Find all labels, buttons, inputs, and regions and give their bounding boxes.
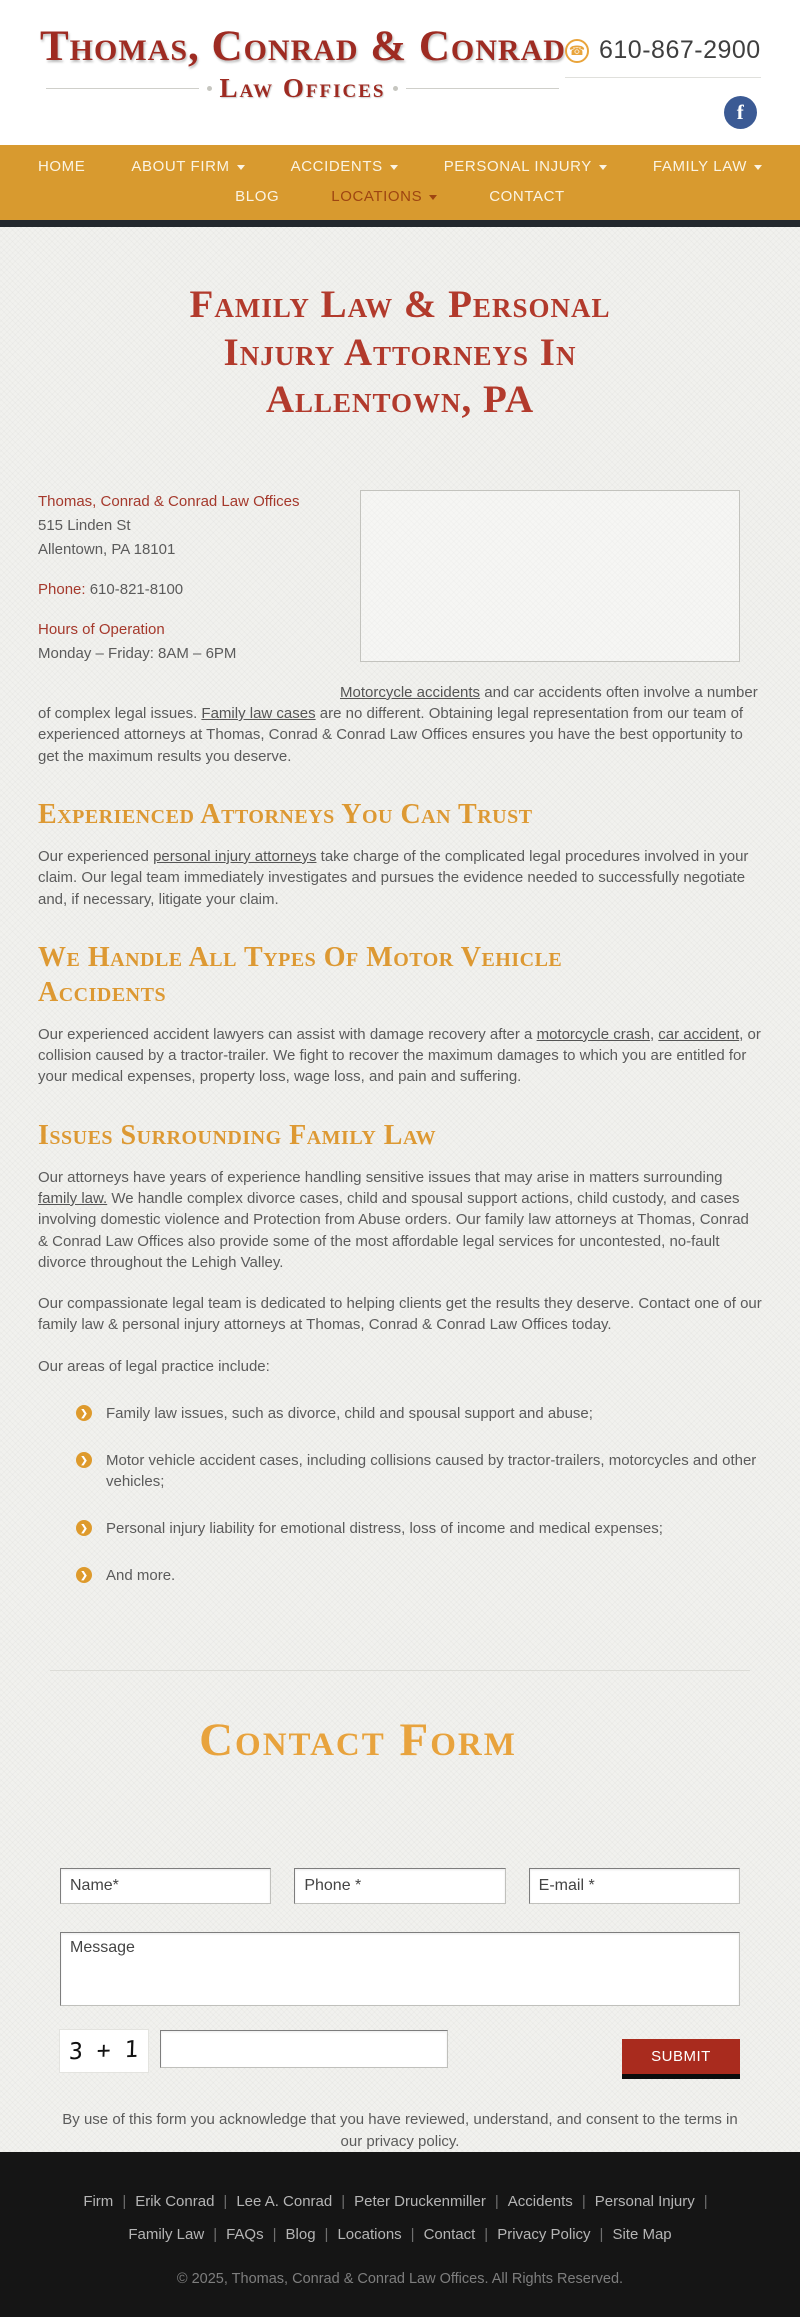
facebook-glyph: f — [736, 100, 744, 124]
list-item — [76, 1403, 762, 1424]
hours-value: Monday – Friday: 8AM – 6PM — [38, 644, 237, 662]
logo-divider-line — [406, 88, 559, 89]
nav-item-locations[interactable] — [331, 188, 437, 205]
nav-item-blog[interactable] — [235, 188, 279, 205]
chevron-bullet-icon — [76, 1567, 92, 1583]
message-input[interactable] — [60, 1932, 740, 2006]
hours-label: Hours of Operation — [38, 620, 165, 638]
footer-separator — [264, 2226, 286, 2243]
list-item-text: And more. — [106, 1567, 176, 1585]
footer-link-firm[interactable]: Firm — [83, 2193, 114, 2211]
facebook-icon[interactable] — [724, 96, 757, 129]
contact-form-title: Contact Form — [199, 1714, 517, 1767]
family-law-cases-link[interactable]: Family law cases — [201, 705, 316, 723]
paragraph-text: take charge of the complicated legal procedures involved in your claim. Our legal team immediately investigates and pursues the evidence needed to successfully negotiate and, if necessary, litigate your claim. — [38, 847, 749, 908]
chevron-bullet-icon — [76, 1405, 92, 1421]
site-footer — [0, 2152, 800, 2317]
list-item — [76, 1565, 762, 1586]
footer-link-privacy-policy[interactable]: Privacy Policy — [497, 2226, 591, 2244]
phone-glyph: ☎ — [568, 43, 586, 58]
nav-item-family-law[interactable] — [653, 158, 762, 175]
motorcycle-accidents-link[interactable]: Motorcycle accidents — [340, 683, 481, 701]
section-heading-experienced-attorneys: Experienced Attorneys You Can Trust — [38, 798, 533, 830]
footer-separator — [316, 2226, 338, 2243]
footer-separator — [486, 2193, 508, 2210]
brand-subtitle: Law Offices — [219, 73, 386, 104]
submit-button[interactable]: SUBMIT — [622, 2039, 740, 2079]
footer-separator — [113, 2193, 135, 2210]
footer-separator — [591, 2226, 613, 2243]
footer-links-row-1 — [30, 2190, 770, 2214]
nav-label: PERSONAL INJURY — [443, 158, 592, 175]
section-heading-family-law: Issues Surrounding Family Law — [38, 1119, 437, 1151]
chevron-down-icon — [429, 195, 437, 200]
footer-link-personal-injury[interactable]: Personal Injury — [594, 2193, 695, 2211]
footer-link-locations[interactable]: Locations — [337, 2226, 402, 2244]
footer-links-row-2 — [30, 2223, 770, 2247]
phone-icon — [565, 39, 589, 63]
captcha-challenge-text: 3 + 1 — [68, 2036, 140, 2066]
office-phone-line — [38, 578, 338, 602]
site-logo[interactable] — [40, 24, 565, 104]
paragraph-text: We handle complex divorce cases, child and spousal support actions, child custody, and cases involving domestic violence and Protection from Abuse orders. Our family law attorneys at Thomas, Conrad & Conrad Law Offices also provide some of the most affordable legal services for uncontested, no-fault divorce throughout the Lehigh Valley. — [38, 1190, 749, 1271]
footer-link-faqs[interactable]: FAQs — [226, 2226, 264, 2244]
chevron-down-icon — [599, 165, 607, 170]
nav-item-accidents[interactable] — [291, 158, 398, 175]
phone-input[interactable] — [294, 1868, 505, 1904]
list-item-text: Family law issues, such as divorce, child and spousal support and abuse; — [106, 1405, 593, 1423]
chevron-down-icon — [237, 165, 245, 170]
footer-link-contact[interactable]: Contact — [423, 2226, 476, 2244]
chevron-bullet-icon — [76, 1520, 92, 1536]
header-phone-number[interactable]: 610-867-2900 — [599, 36, 761, 64]
section-paragraph: Our compassionate legal team is dedicated to helping clients get the results they deserve. Contact one of our family law & personal injury attorneys at Thomas, Conrad & Conrad Law Offices today. — [38, 1295, 762, 1334]
captcha-answer-input[interactable] — [160, 2030, 448, 2068]
office-phone-number: 610-821-8100 — [85, 580, 184, 598]
footer-link-lee-a-conrad[interactable]: Lee A. Conrad — [236, 2193, 333, 2211]
name-input[interactable] — [60, 1868, 271, 1904]
footer-separator — [573, 2193, 595, 2210]
footer-link-erik-conrad[interactable]: Erik Conrad — [135, 2193, 215, 2211]
chevron-down-icon — [754, 165, 762, 170]
office-address-line2: Allentown, PA 18101 — [38, 540, 176, 558]
section-divider — [50, 1670, 750, 1671]
motorcycle-crash-link[interactable]: motorcycle crash — [536, 1025, 650, 1043]
nav-shadow-strip — [0, 220, 800, 227]
list-item-text: Personal injury liability for emotional distress, loss of income and medical expenses; — [106, 1520, 663, 1538]
form-disclaimer: By use of this form you acknowledge that you have reviewed, understand, and consent to the terms in our privacy policy. — [62, 2110, 738, 2150]
copyright-text: © 2025, Thomas, Conrad & Conrad Law Offices. All Rights Reserved. — [176, 2271, 624, 2288]
footer-separator — [214, 2193, 236, 2210]
nav-label: ACCIDENTS — [290, 158, 383, 175]
intro-paragraph — [38, 682, 762, 767]
brand-title: Thomas, Conrad & Conrad — [40, 23, 566, 70]
main-content — [0, 227, 800, 2152]
paragraph-text: Our experienced — [38, 847, 154, 865]
intro-text: and car accidents often involve a number of complex legal issues. — [38, 683, 758, 723]
footer-link-blog[interactable]: Blog — [285, 2226, 316, 2244]
map-embed[interactable] — [360, 490, 740, 662]
footer-link-peter-druckenmiller[interactable]: Peter Druckenmiller — [354, 2193, 486, 2211]
car-accident-link[interactable]: car accident — [658, 1025, 740, 1043]
logo-divider-line — [46, 88, 199, 89]
logo-dot — [393, 86, 398, 91]
main-navigation — [0, 145, 800, 220]
nav-label: LOCATIONS — [331, 188, 423, 205]
paragraph-text: Our attorneys have years of experience handling sensitive issues that may arise in matters surrounding — [38, 1168, 723, 1186]
footer-link-accidents[interactable]: Accidents — [507, 2193, 573, 2211]
captcha-image — [60, 2030, 148, 2072]
site-header — [0, 0, 800, 145]
paragraph-text: , — [649, 1025, 659, 1043]
nav-item-contact[interactable] — [489, 188, 565, 205]
paragraph-text: , or collision caused by a tractor-trailer. We fight to recover the maximum damages to which you are entitled for your medical expenses, property loss, wage loss, and pain and suffering. — [38, 1025, 761, 1086]
personal-injury-attorneys-link[interactable]: personal injury attorneys — [153, 847, 317, 865]
section-paragraph — [38, 1024, 762, 1088]
phone-label: Phone: — [38, 580, 86, 598]
paragraph-text: Our experienced accident lawyers can assist with damage recovery after a — [38, 1025, 537, 1043]
footer-separator — [332, 2193, 354, 2210]
nav-label: ABOUT FIRM — [131, 158, 230, 175]
footer-separator — [204, 2226, 226, 2243]
family-law-link[interactable]: family law. — [38, 1190, 108, 1207]
section-heading-motor-vehicle-accidents: We Handle All Types Of Motor Vehicle Accidents — [38, 941, 563, 1008]
contact-form — [38, 1868, 762, 2153]
practice-areas-intro: Our areas of legal practice include: — [38, 1357, 270, 1375]
office-name-link[interactable]: Thomas, Conrad & Conrad Law Offices — [38, 492, 300, 510]
header-divider — [565, 77, 761, 78]
footer-separator — [695, 2193, 717, 2210]
nav-label: BLOG — [235, 188, 280, 205]
intro-text: are no different. Obtaining legal representation from our team of experienced attorneys at Thomas, Conrad & Conrad Law Offices ensures you have the best opportunity to get the maximum results you deserve. — [38, 705, 744, 765]
section-paragraph — [38, 1167, 762, 1273]
nav-label: CONTACT — [489, 188, 565, 205]
footer-separator — [475, 2226, 497, 2243]
chevron-bullet-icon — [76, 1452, 92, 1468]
nav-label: HOME — [37, 158, 86, 175]
footer-link-family-law[interactable]: Family Law — [128, 2226, 205, 2244]
email-input[interactable] — [529, 1868, 740, 1904]
section-paragraph — [38, 846, 762, 910]
list-item-text: Motor vehicle accident cases, including collisions caused by tractor-trailers, motorcycles and other vehicles; — [106, 1452, 757, 1491]
practice-areas-list — [38, 1403, 762, 1586]
list-item — [76, 1450, 762, 1492]
office-address-line1: 515 Linden St — [38, 516, 131, 534]
chevron-down-icon — [390, 165, 398, 170]
nav-item-home[interactable] — [38, 158, 85, 175]
list-item — [76, 1518, 762, 1539]
office-contact-card — [38, 490, 338, 666]
nav-item-personal-injury[interactable] — [444, 158, 607, 175]
nav-label: FAMILY LAW — [652, 158, 748, 175]
header-contact-area — [565, 24, 761, 129]
logo-dot — [207, 86, 212, 91]
page-title: Family Law & Personal Injury Attorneys In Allentown, PA — [189, 283, 611, 422]
nav-item-about-firm[interactable] — [131, 158, 244, 175]
footer-link-site-map[interactable]: Site Map — [612, 2226, 672, 2244]
footer-separator — [402, 2226, 424, 2243]
office-info-section — [38, 490, 762, 666]
